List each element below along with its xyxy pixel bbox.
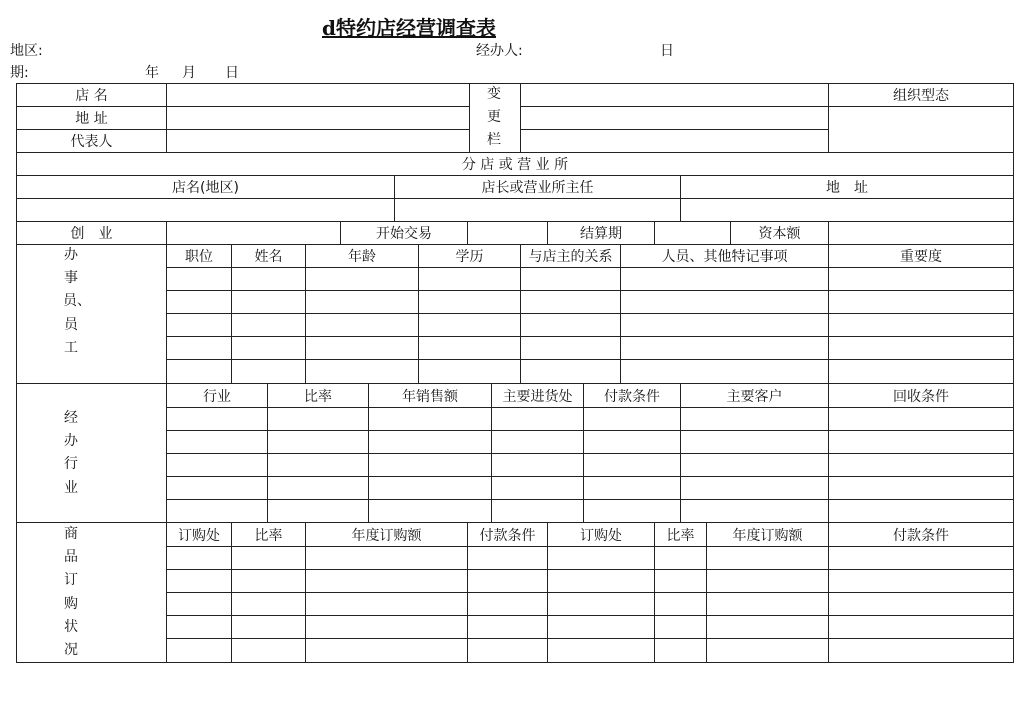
orders-data-cell[interactable] [166, 546, 232, 570]
orders-data-cell[interactable] [231, 546, 306, 570]
staff-column-header [305, 244, 419, 268]
business-data-cell[interactable] [368, 499, 492, 523]
day-label-top: 日 [660, 43, 674, 59]
business-data-cell[interactable] [267, 476, 369, 500]
business-data-cell[interactable] [491, 407, 584, 431]
cell-label: 组织型态 [893, 88, 949, 104]
staff-column-header [520, 244, 621, 268]
year-label: 年 [145, 65, 159, 81]
business-data-cell[interactable] [491, 453, 584, 477]
staff-data-cell[interactable] [166, 267, 232, 291]
branch-address-value[interactable] [680, 198, 1014, 222]
orders-data-cell[interactable] [166, 638, 232, 663]
staff-data-cell[interactable] [418, 290, 521, 314]
orders-data-cell[interactable] [166, 592, 232, 616]
orders-data-cell[interactable] [467, 615, 548, 639]
orders-data-cell[interactable] [547, 546, 655, 570]
orders-column-header [654, 522, 707, 547]
staff-data-cell[interactable] [166, 336, 232, 360]
orders-data-cell[interactable] [305, 638, 468, 663]
orders-data-cell[interactable] [231, 569, 306, 593]
orders-data-cell[interactable] [654, 592, 707, 616]
handler-label: 经办人: [476, 43, 523, 59]
date-label: 期: [10, 65, 29, 81]
business-data-cell[interactable] [368, 476, 492, 500]
staff-column-header [418, 244, 521, 268]
business-data-cell[interactable] [680, 476, 829, 500]
business-data-cell[interactable] [267, 453, 369, 477]
cell-label: 比率 [304, 388, 332, 405]
cell-label: 主要客户 [726, 388, 783, 405]
orders-data-cell[interactable] [231, 615, 306, 639]
staff-data-cell[interactable] [418, 336, 521, 360]
staff-data-cell[interactable] [828, 290, 1014, 314]
start-trade-value[interactable] [467, 221, 548, 245]
orders-column-header [706, 522, 829, 547]
staff-data-cell[interactable] [305, 313, 419, 337]
basic-value-2[interactable] [166, 129, 470, 153]
cell-label: 职位 [185, 249, 213, 265]
branch-manager-value[interactable] [394, 198, 681, 222]
capital-label [730, 221, 829, 245]
staff-data-cell[interactable] [620, 359, 829, 384]
orders-section-label: 商品订购状况 [64, 526, 78, 659]
orders-data-cell[interactable] [654, 615, 707, 639]
orders-data-cell[interactable] [305, 569, 468, 593]
business-data-cell[interactable] [166, 407, 268, 431]
cell-label: 姓名 [254, 249, 283, 265]
staff-data-cell[interactable] [305, 290, 419, 314]
business-column-header [267, 383, 369, 408]
staff-data-cell[interactable] [520, 336, 621, 360]
staff-data-cell[interactable] [231, 336, 306, 360]
branch-address-header [680, 175, 1014, 199]
business-section-label: 经办行业 [64, 410, 78, 496]
cell-label: 资本额 [758, 226, 801, 242]
orders-data-cell[interactable] [467, 592, 548, 616]
orders-data-cell[interactable] [547, 638, 655, 663]
cell-label: 年销售额 [402, 388, 458, 405]
orders-data-cell[interactable] [166, 615, 232, 639]
orders-data-cell[interactable] [231, 592, 306, 616]
orders-data-cell[interactable] [706, 592, 829, 616]
business-column-header [491, 383, 584, 408]
branch-section-title [16, 152, 1014, 176]
staff-section-label-cell [16, 244, 167, 384]
staff-data-cell[interactable] [305, 336, 419, 360]
cell-label: 开始交易 [376, 226, 432, 242]
staff-data-cell[interactable] [166, 290, 232, 314]
business-column-header [680, 383, 829, 408]
staff-column-header [828, 244, 1014, 268]
staff-column-header [620, 244, 829, 268]
business-data-cell[interactable] [583, 407, 681, 431]
staff-data-cell[interactable] [418, 359, 521, 384]
staff-data-cell[interactable] [520, 267, 621, 291]
business-section-label-cell [16, 383, 167, 523]
cell-label: 店长或营业所主任 [481, 180, 594, 196]
staff-data-cell[interactable] [231, 313, 306, 337]
cell-label: 回收条件 [893, 388, 949, 405]
orders-column-header [828, 522, 1014, 547]
staff-data-cell[interactable] [828, 359, 1014, 384]
staff-section-label: 办事员、员工 [63, 247, 91, 356]
orders-column-header [467, 522, 548, 547]
basic-value-1[interactable] [166, 106, 470, 130]
staff-data-cell[interactable] [231, 267, 306, 291]
business-data-cell[interactable] [583, 430, 681, 454]
business-column-header [166, 383, 268, 408]
basic-value-0[interactable] [166, 83, 470, 107]
org-type-value[interactable] [828, 106, 1014, 153]
founded-label [16, 221, 167, 245]
staff-column-header [166, 244, 232, 268]
branch-name-header [16, 175, 395, 199]
business-data-cell[interactable] [680, 407, 829, 431]
orders-data-cell[interactable] [654, 546, 707, 570]
staff-data-cell[interactable] [620, 267, 829, 291]
orders-data-cell[interactable] [467, 638, 548, 663]
staff-data-cell[interactable] [828, 267, 1014, 291]
business-column-header [828, 383, 1014, 408]
form-title: d特约店经营调查表 [322, 16, 496, 40]
orders-data-cell[interactable] [305, 615, 468, 639]
staff-data-cell[interactable] [305, 359, 419, 384]
org-type-label [828, 83, 1014, 107]
cell-label: 人员、其他特记事项 [661, 249, 788, 265]
basic-label-2 [16, 129, 167, 153]
cell-label: 与店主的关系 [528, 249, 613, 265]
cell-label: 付款条件 [604, 388, 660, 405]
cell-label: 学历 [455, 249, 484, 265]
branch-name-value[interactable] [16, 198, 395, 222]
orders-data-cell[interactable] [467, 546, 548, 570]
cell-label: 行业 [203, 388, 231, 405]
change-value-0[interactable] [520, 83, 829, 107]
change-value-2[interactable] [520, 129, 829, 153]
staff-data-cell[interactable] [418, 313, 521, 337]
business-data-cell[interactable] [828, 499, 1014, 523]
cell-label: 付款条件 [479, 527, 536, 544]
orders-section-label-cell [16, 522, 167, 663]
staff-data-cell[interactable] [520, 359, 621, 384]
staff-data-cell[interactable] [418, 267, 521, 291]
change-column-label: 变更栏 [487, 86, 501, 149]
cell-label: 年度订购额 [351, 527, 422, 544]
orders-data-cell[interactable] [305, 592, 468, 616]
region-label: 地区: [10, 43, 43, 59]
business-data-cell[interactable] [680, 499, 829, 523]
business-data-cell[interactable] [583, 476, 681, 500]
cell-label: 订购处 [580, 527, 622, 544]
cell-label: 代表人 [70, 134, 113, 150]
business-data-cell[interactable] [491, 499, 584, 523]
staff-data-cell[interactable] [620, 290, 829, 314]
cell-label: 年度订购额 [732, 527, 803, 544]
staff-data-cell[interactable] [520, 313, 621, 337]
business-data-cell[interactable] [267, 407, 369, 431]
cell-label: 重要度 [900, 249, 942, 265]
staff-data-cell[interactable] [166, 359, 232, 384]
staff-column-header [231, 244, 306, 268]
business-data-cell[interactable] [166, 453, 268, 477]
orders-column-header [547, 522, 655, 547]
founded-value[interactable] [166, 221, 341, 245]
business-data-cell[interactable] [828, 430, 1014, 454]
settlement-value[interactable] [654, 221, 731, 245]
capital-value[interactable] [828, 221, 1014, 245]
orders-data-cell[interactable] [828, 592, 1014, 616]
basic-label-0 [16, 83, 167, 107]
orders-column-header [305, 522, 468, 547]
cell-label: 创 业 [70, 226, 113, 242]
business-data-cell[interactable] [166, 430, 268, 454]
orders-data-cell[interactable] [828, 569, 1014, 593]
business-data-cell[interactable] [267, 499, 369, 523]
staff-data-cell[interactable] [231, 290, 306, 314]
business-data-cell[interactable] [583, 453, 681, 477]
business-column-header [583, 383, 681, 408]
cell-label: 店名(地区) [172, 180, 239, 196]
day-label: 日 [225, 65, 239, 81]
business-column-header [368, 383, 492, 408]
staff-data-cell[interactable] [166, 313, 232, 337]
business-data-cell[interactable] [491, 430, 584, 454]
orders-data-cell[interactable] [828, 615, 1014, 639]
business-data-cell[interactable] [491, 476, 584, 500]
orders-data-cell[interactable] [654, 569, 707, 593]
orders-data-cell[interactable] [305, 546, 468, 570]
basic-label-1 [16, 106, 167, 130]
staff-data-cell[interactable] [231, 359, 306, 384]
cell-label: 年龄 [348, 249, 376, 265]
orders-data-cell[interactable] [828, 638, 1014, 663]
orders-column-header [231, 522, 306, 547]
staff-data-cell[interactable] [828, 336, 1014, 360]
start-trade-label [340, 221, 468, 245]
business-data-cell[interactable] [368, 453, 492, 477]
orders-data-cell[interactable] [547, 569, 655, 593]
business-data-cell[interactable] [368, 407, 492, 431]
business-data-cell[interactable] [368, 430, 492, 454]
orders-data-cell[interactable] [547, 592, 655, 616]
cell-label: 店 名 [75, 88, 108, 104]
orders-data-cell[interactable] [231, 638, 306, 663]
orders-data-cell[interactable] [828, 546, 1014, 570]
orders-column-header [166, 522, 232, 547]
cell-label: 付款条件 [893, 527, 949, 544]
orders-data-cell[interactable] [706, 615, 829, 639]
cell-label: 地 址 [826, 180, 868, 196]
orders-data-cell[interactable] [166, 569, 232, 593]
orders-data-cell[interactable] [706, 546, 829, 570]
orders-data-cell[interactable] [547, 615, 655, 639]
business-data-cell[interactable] [828, 407, 1014, 431]
staff-data-cell[interactable] [520, 290, 621, 314]
orders-data-cell[interactable] [706, 638, 829, 663]
staff-data-cell[interactable] [305, 267, 419, 291]
business-data-cell[interactable] [828, 476, 1014, 500]
business-data-cell[interactable] [680, 453, 829, 477]
business-data-cell[interactable] [166, 499, 268, 523]
month-label: 月 [182, 65, 196, 81]
staff-data-cell[interactable] [620, 336, 829, 360]
cell-label: 结算期 [580, 226, 622, 242]
staff-data-cell[interactable] [828, 313, 1014, 337]
change-value-1[interactable] [520, 106, 829, 130]
business-data-cell[interactable] [680, 430, 829, 454]
staff-data-cell[interactable] [620, 313, 829, 337]
orders-data-cell[interactable] [706, 569, 829, 593]
cell-label: 地 址 [75, 111, 108, 127]
business-data-cell[interactable] [166, 476, 268, 500]
orders-data-cell[interactable] [467, 569, 548, 593]
cell-label: 分 店 或 营 业 所 [461, 157, 569, 173]
cell-label: 主要进货处 [502, 388, 573, 405]
business-data-cell[interactable] [583, 499, 681, 523]
business-data-cell[interactable] [267, 430, 369, 454]
business-data-cell[interactable] [828, 453, 1014, 477]
cell-label: 比率 [666, 527, 695, 544]
settlement-label [547, 221, 655, 245]
cell-label: 订购处 [178, 527, 220, 544]
orders-data-cell[interactable] [654, 638, 707, 663]
cell-label: 比率 [254, 527, 283, 544]
branch-manager-header [394, 175, 681, 199]
